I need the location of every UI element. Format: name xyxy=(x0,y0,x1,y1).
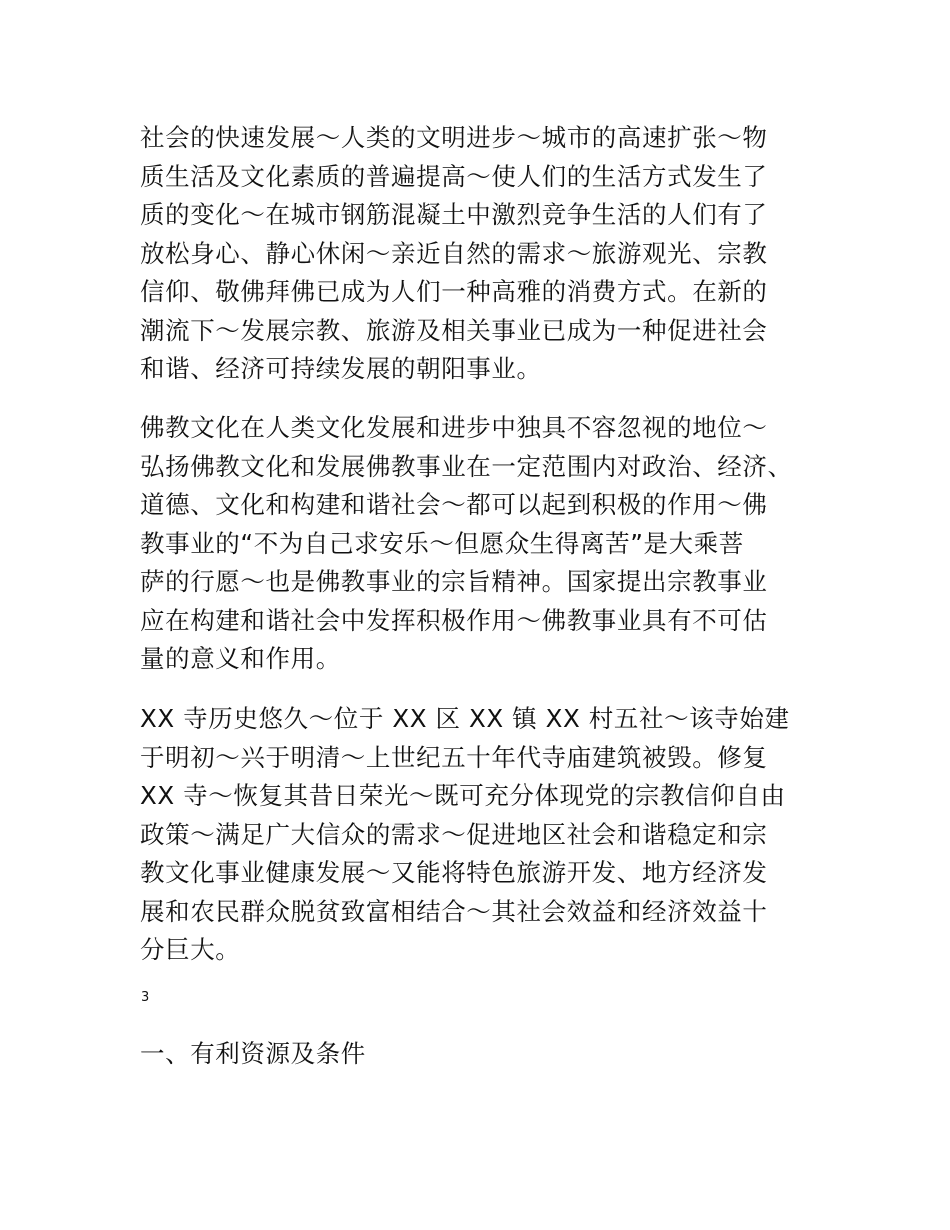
paragraph-line: XX 寺～恢复其昔日荣光～既可充分体现党的宗教信仰自由 xyxy=(140,781,786,810)
paragraph-line: 信仰、敬佛拜佛已成为人们一种高雅的消费方式。在新的 xyxy=(140,277,768,306)
paragraph-line: 和谐、经济可持续发展的朝阳事业。 xyxy=(140,354,542,383)
paragraph-line: 分巨大。 xyxy=(140,935,241,964)
paragraph-buddhist-culture xyxy=(140,409,820,679)
paragraph-line: XX 寺历史悠久～位于 XX 区 XX 镇 XX 村五社～该寺始建 xyxy=(140,704,790,733)
paragraph-line: 社会的快速发展～人类的文明进步～城市的高速扩张～物 xyxy=(140,123,768,152)
paragraph-line: 佛教文化在人类文化发展和进步中独具不容忽视的地位～ xyxy=(140,413,768,442)
paragraph-line: 放松身心、静心休闲～亲近自然的需求～旅游观光、宗教 xyxy=(140,238,768,268)
paragraph-intro xyxy=(140,119,820,389)
paragraph-line: 萨的行愿～也是佛教事业的宗旨精神。国家提出宗教事业 xyxy=(140,567,768,596)
paragraph-line: 教文化事业健康发展～又能将特色旅游开发、地方经济发 xyxy=(140,858,768,887)
paragraph-line: 教事业的“不为自己求安乐～但愿众生得离苦”是大乘菩 xyxy=(140,528,744,558)
paragraph-temple-history xyxy=(140,700,820,970)
paragraph-line: 潮流下～发展宗教、旅游及相关事业已成为一种促进社会 xyxy=(140,315,768,345)
section-heading: 一、有利资源及条件 xyxy=(140,1039,366,1068)
paragraph-line: 道德、文化和构建和谐社会～都可以起到积极的作用～佛 xyxy=(140,490,768,519)
page-number: 3 xyxy=(141,990,150,1005)
paragraph-line: 应在构建和谐社会中发挥积极作用～佛教事业具有不可估 xyxy=(140,605,768,635)
paragraph-line: 质生活及文化素质的普遍提高～使人们的生活方式发生了 xyxy=(140,161,768,191)
paragraph-line: 弘扬佛教文化和发展佛教事业在一定范围内对政治、经济、 xyxy=(140,451,793,481)
paragraph-line: 政策～满足广大信众的需求～促进地区社会和谐稳定和宗 xyxy=(140,819,768,849)
paragraph-line: 量的意义和作用。 xyxy=(140,644,341,673)
paragraph-line: 展和农民群众脱贫致富相结合～其社会效益和经济效益十 xyxy=(140,896,768,926)
paragraph-line: 质的变化～在城市钢筋混凝土中激烈竞争生活的人们有了 xyxy=(140,200,768,229)
paragraph-line: 于明初～兴于明清～上世纪五十年代寺庙建筑被毁。修复 xyxy=(140,742,768,772)
